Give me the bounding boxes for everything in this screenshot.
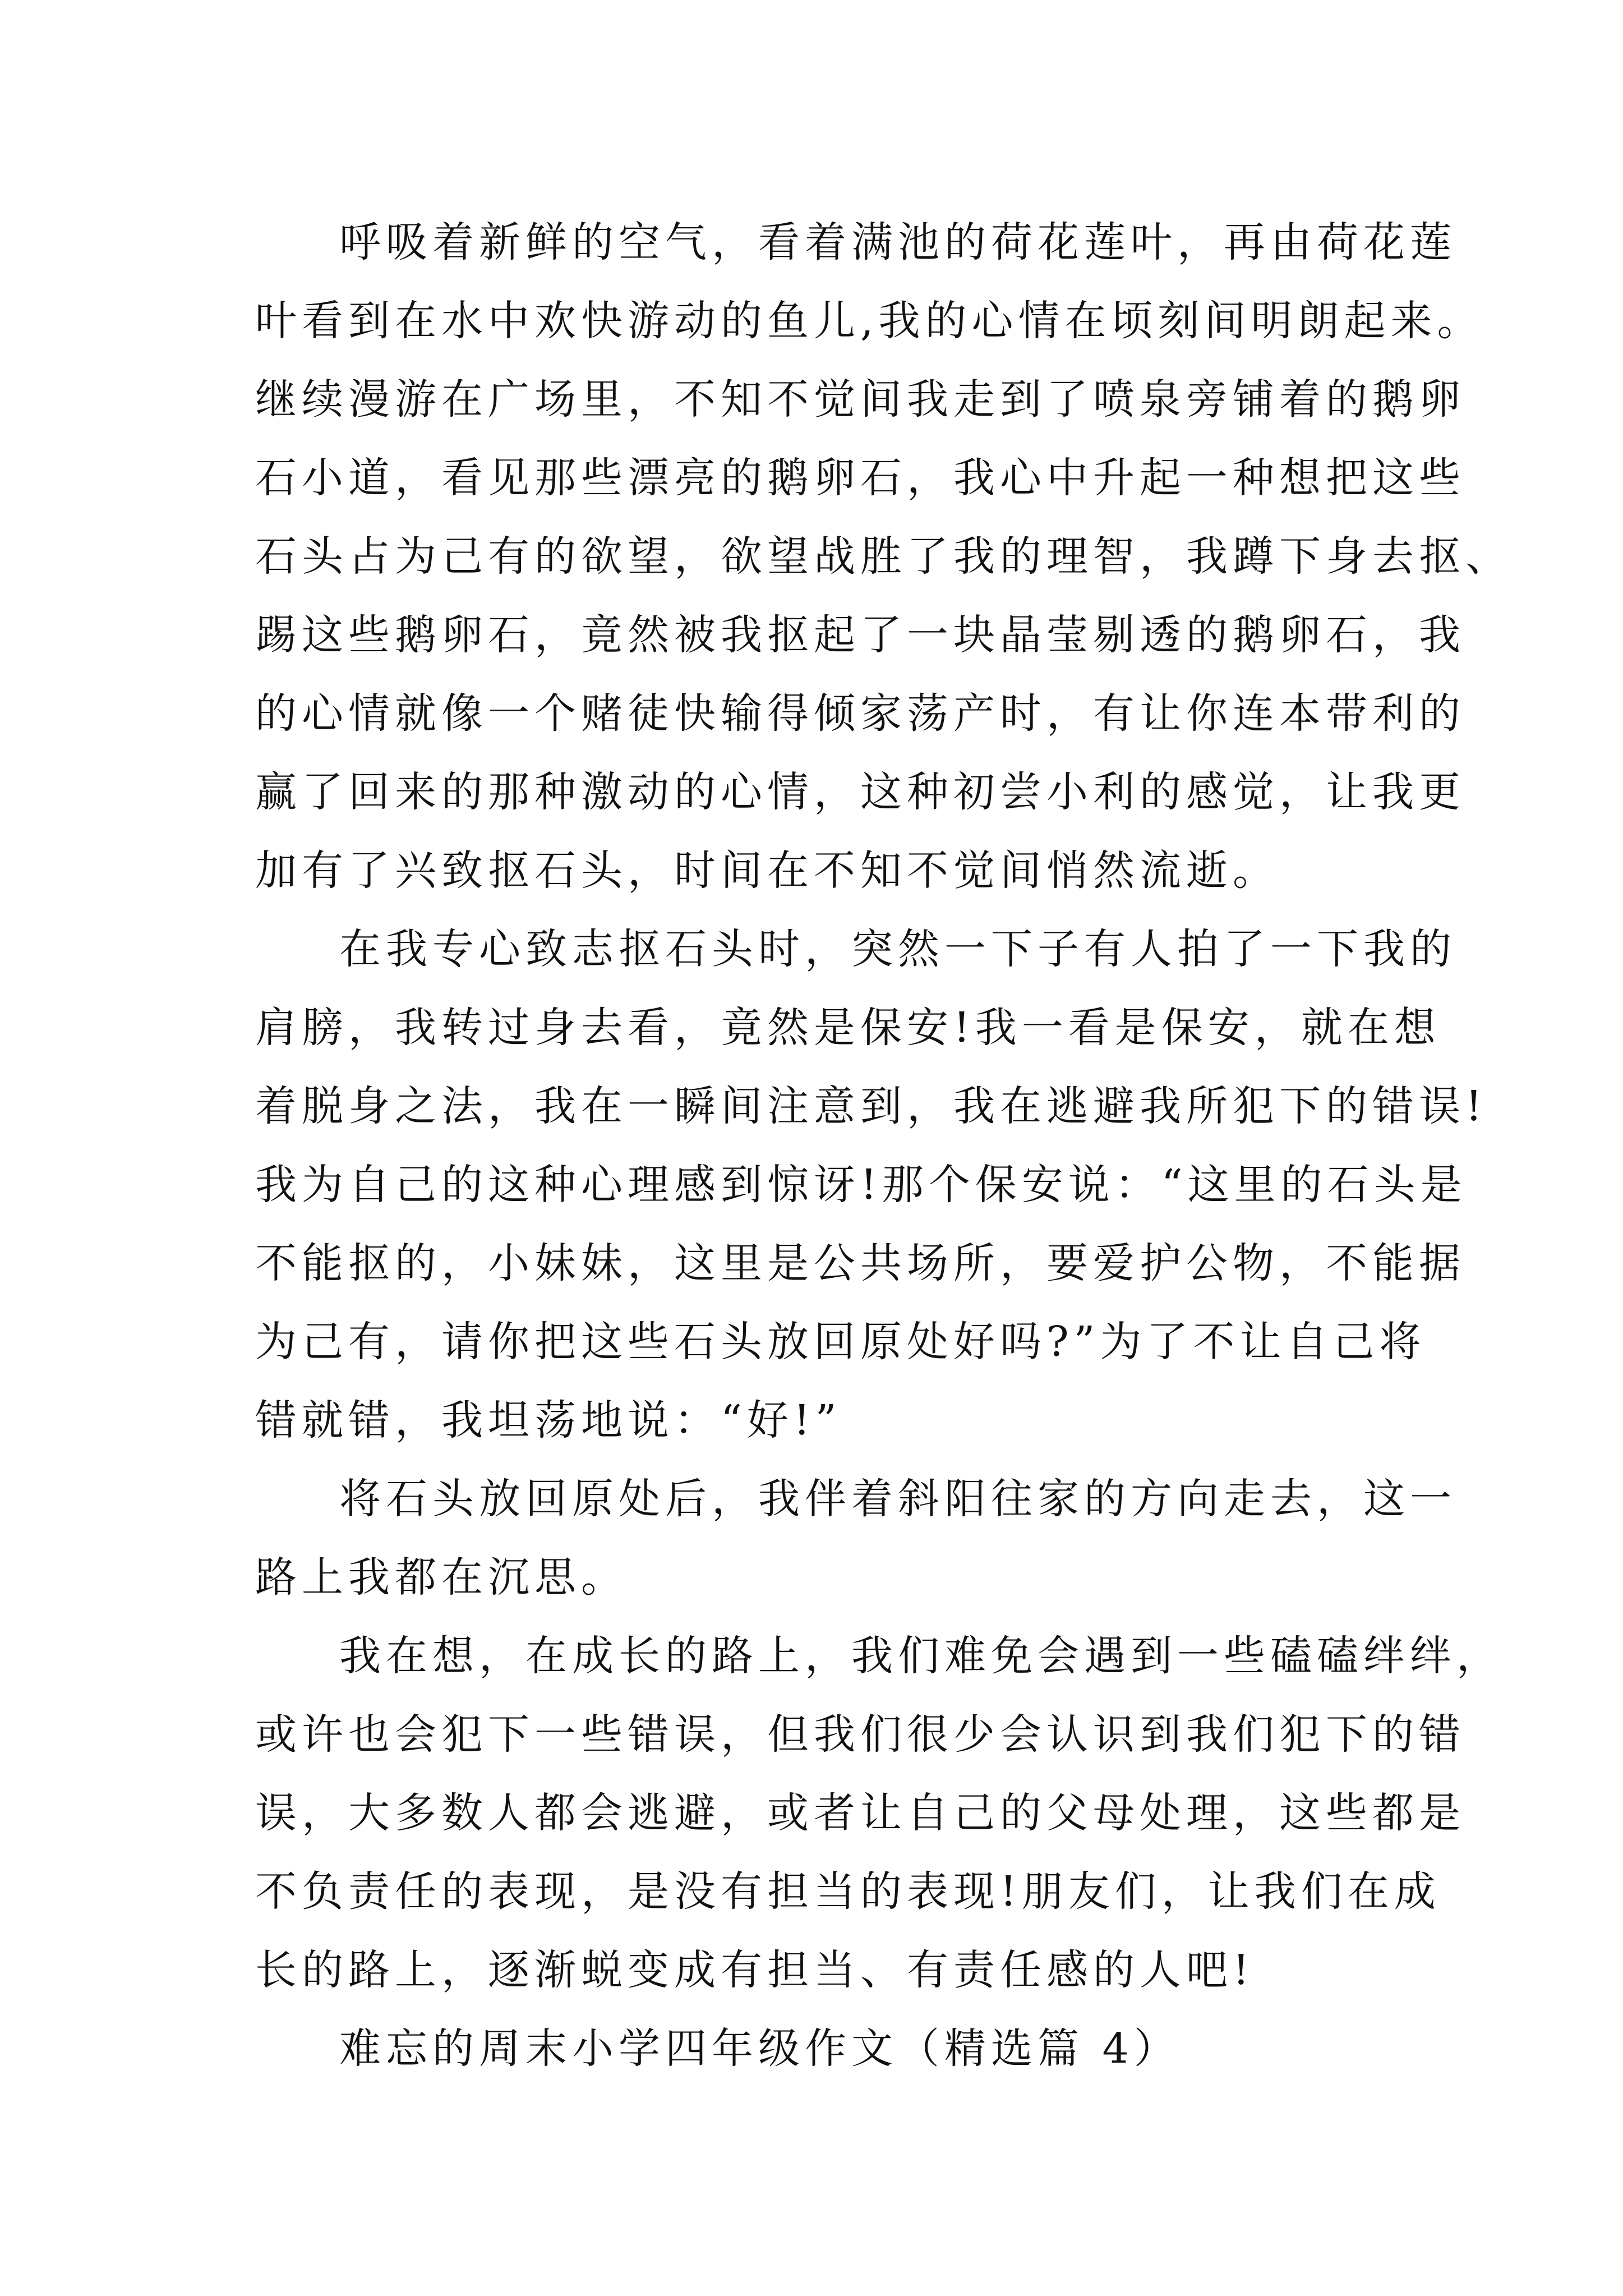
text-line-18: 路上我都在沉思。 — [255, 1553, 628, 1602]
text-line-1: 呼吸着新鲜的空气，看着满池的荷花莲叶，再由荷花莲 — [339, 218, 1456, 266]
text-line-11: 肩膀，我转过身去看，竟然是保安!我一看是保安，就在想 — [255, 1004, 1441, 1052]
document-page — [255, 203, 1512, 2088]
text-line-17: 将石头放回原处后，我伴着斜阳往家的方向走去，这一 — [339, 1475, 1456, 1523]
text-line-20: 或许也会犯下一些错误，但我们很少会认识到我们犯下的错 — [255, 1710, 1465, 1759]
text-line-10: 在我专心致志抠石头时，突然一下子有人拍了一下我的 — [339, 925, 1456, 973]
text-line-2: 叶看到在水中欢快游动的鱼儿,我的心情在顷刻间明朗起来。 — [255, 297, 1484, 345]
text-line-4: 石小道，看见那些漂亮的鹅卵石，我心中升起一种想把这些 — [255, 454, 1465, 502]
text-line-19: 我在想，在成长的路上，我们难免会遇到一些磕磕绊绊， — [339, 1632, 1503, 1680]
text-line-5: 石头占为己有的欲望，欲望战胜了我的理智，我蹲下身去抠、 — [255, 532, 1512, 581]
text-line-3: 继续漫游在广场里，不知不觉间我走到了喷泉旁铺着的鹅卵 — [255, 375, 1465, 424]
text-line-8: 赢了回来的那种激动的心情，这种初尝小利的感觉，让我更 — [255, 768, 1465, 816]
text-line-14: 不能抠的，小妹妹，这里是公共场所，要爱护公物，不能据 — [255, 1239, 1465, 1287]
text-line-9: 加有了兴致抠石头，时间在不知不觉间悄然流逝。 — [255, 846, 1279, 895]
text-line-15: 为己有，请你把这些石头放回原处好吗?”为了不让自己将 — [255, 1318, 1426, 1366]
text-line-23: 长的路上，逐渐蜕变成有担当、有责任感的人吧! — [255, 1946, 1255, 1994]
text-line-22: 不负责任的表现，是没有担当的表现!朋友们，让我们在成 — [255, 1867, 1441, 1916]
text-line-21: 误，大多数人都会逃避，或者让自己的父母处理，这些都是 — [255, 1789, 1465, 1837]
text-line-16: 错就错，我坦荡地说：“好!” — [255, 1396, 842, 1444]
section-heading: 难忘的周末小学四年级作文（精选篇 4） — [339, 2024, 1181, 2073]
text-line-6: 踢这些鹅卵石，竟然被我抠起了一块晶莹剔透的鹅卵石，我 — [255, 611, 1465, 659]
text-line-7: 的心情就像一个赌徒快输得倾家荡产时，有让你连本带利的 — [255, 689, 1465, 738]
text-line-12: 着脱身之法，我在一瞬间注意到，我在逃避我所犯下的错误! — [255, 1082, 1487, 1130]
text-line-13: 我为自己的这种心理感到惊讶!那个保安说：“这里的石头是 — [255, 1161, 1467, 1209]
